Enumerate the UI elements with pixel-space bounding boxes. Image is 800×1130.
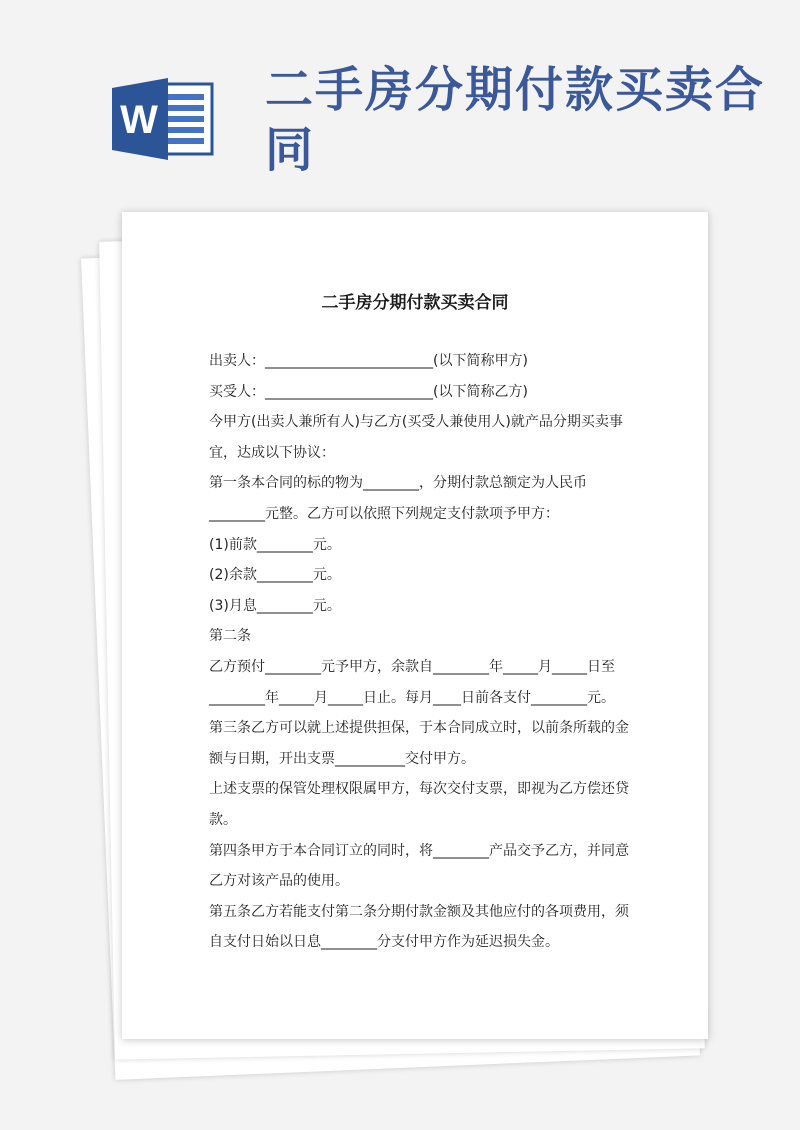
document-page (122, 212, 708, 1039)
text-line: 额与日期，开出支票__________交付甲方。 (209, 750, 475, 767)
text-line: 自支付日始以日息________分支付甲方作为延迟损失金。 (209, 934, 559, 951)
text-line: (1)前款________元。 (209, 536, 341, 553)
text-line: 乙方对该产品的使用。 (209, 873, 349, 890)
document-title: 二手房分期付款买卖合同 (321, 293, 509, 313)
text-line: ________元整。乙方可以依照下列规定支付款项予甲方： (209, 505, 559, 522)
text-line: (2)余款________元。 (209, 567, 341, 584)
text-line: 出卖人：________________________(以下简称甲方) (209, 353, 528, 369)
text-line: 乙方预付________元予甲方，余款自________年_____月_____日至 (209, 658, 615, 675)
text-line: 第五条乙方若能支付第二条分期付款金额及其他应付的各项费用，须 (209, 903, 629, 920)
page-title-line-1: 二手房分期付款买卖合 (265, 62, 766, 118)
word-icon-letter: W (120, 98, 158, 142)
text-line: 上述支票的保管处理权限属甲方，每次交付支票，即视为乙方偿还贷 (209, 781, 629, 798)
text-line: 款。 (209, 811, 237, 828)
document-body (209, 346, 634, 958)
banner (0, 0, 800, 200)
text-line: 今甲方(出卖人兼所有人)与乙方(买受人兼使用人)就产品分期买卖事 (209, 414, 623, 431)
text-line: 第三条乙方可以就上述提供担保，于本合同成立时，以前条所载的金 (209, 720, 629, 737)
text-line: ________年_____月_____日止。每月____日前各支付________元。 (209, 689, 615, 706)
text-line: 宜，达成以下协议： (209, 444, 335, 461)
text-line: 买受人：________________________(以下简称乙方) (209, 383, 528, 400)
text-line: 第四条甲方于本合同订立的同时，将________产品交予乙方，并同意 (209, 842, 629, 859)
page-title-line-2: 同 (265, 122, 316, 178)
page-title (265, 60, 775, 180)
text-line: 第一条本合同的标的物为________，分期付款总额定为人民币 (209, 475, 587, 492)
word-document-icon (112, 78, 216, 160)
text-line: (3)月息________元。 (209, 597, 341, 614)
text-line: 第二条 (209, 628, 251, 645)
